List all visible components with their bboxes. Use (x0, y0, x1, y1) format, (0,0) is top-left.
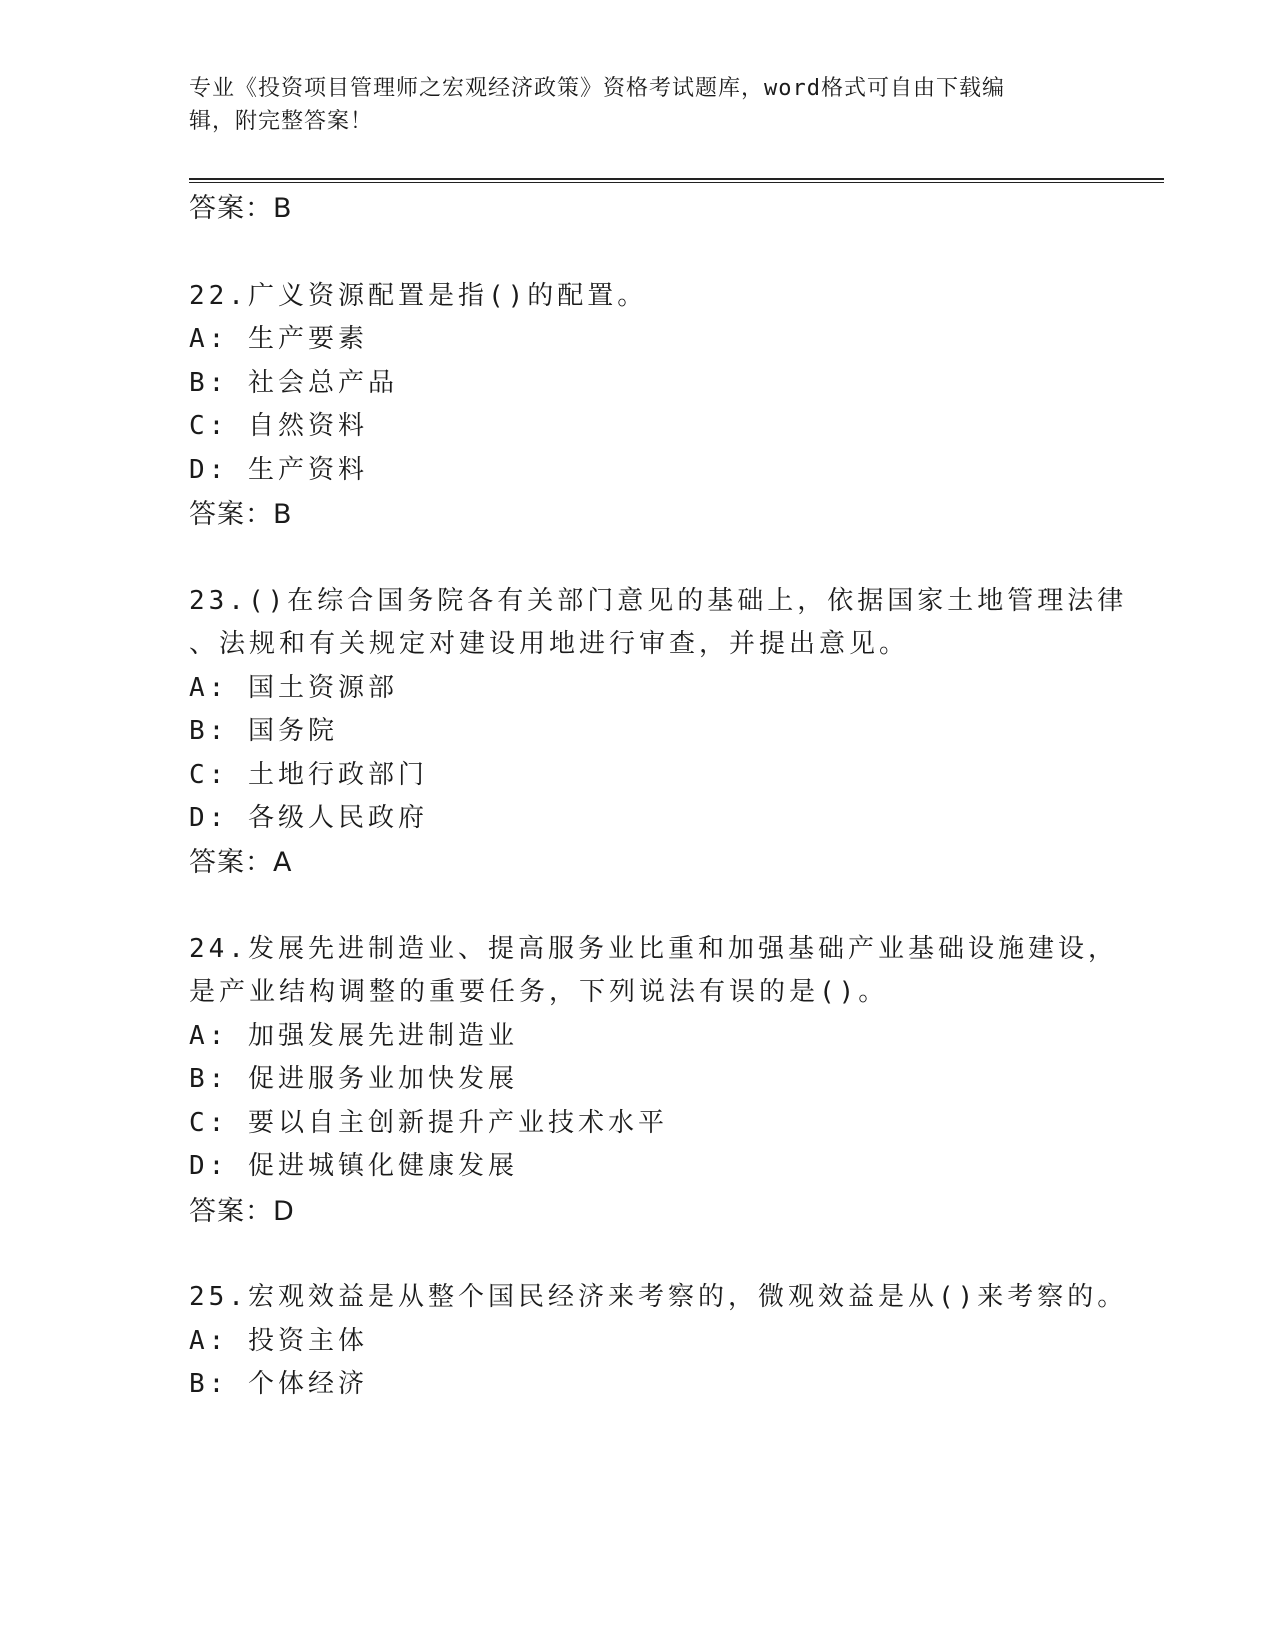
question-22-option-b: B: 社会总产品 (189, 368, 398, 398)
question-23-stem-line-2: 、法规和有关规定对建设用地进行审查，并提出意见。 (189, 629, 910, 659)
question-22-answer: 答案：B (189, 499, 293, 530)
question-23-stem-line-1: 23.()在综合国务院各有关部门意见的基础上，依据国家土地管理法律 (189, 586, 1128, 616)
question-25-option-a: A: 投资主体 (189, 1326, 368, 1356)
question-22-option-d: D: 生产资料 (189, 455, 368, 485)
question-22-stem: 22.广义资源配置是指()的配置。 (189, 281, 648, 311)
header-line-1: 专业《投资项目管理师之宏观经济政策》资格考试题库，word格式可自由下载编 (189, 76, 1005, 101)
question-23-option-a: A: 国土资源部 (189, 673, 398, 703)
question-24-option-a: A: 加强发展先进制造业 (189, 1021, 518, 1051)
question-23-option-b: B: 国务院 (189, 716, 338, 746)
question-25-stem: 25.宏观效益是从整个国民经济来考察的，微观效益是从()来考察的。 (189, 1282, 1128, 1312)
header-line-2: 辑，附完整答案！ (189, 109, 374, 134)
question-24-option-b: B: 促进服务业加快发展 (189, 1064, 518, 1094)
question-22-option-c: C: 自然资料 (189, 411, 368, 441)
question-22-option-a: A: 生产要素 (189, 324, 368, 354)
question-24-option-d: D: 促进城镇化健康发展 (189, 1151, 518, 1181)
question-24-option-c: C: 要以自主创新提升产业技术水平 (189, 1108, 668, 1138)
question-24-answer: 答案：D (189, 1196, 295, 1227)
question-23-option-c: C: 土地行政部门 (189, 760, 428, 790)
question-24-stem-line-1: 24.发展先进制造业、提高服务业比重和加强基础产业基础设施建设， (189, 934, 1118, 964)
question-23-answer: 答案：A (189, 847, 293, 878)
question-25-option-b: B: 个体经济 (189, 1369, 368, 1399)
header-divider (189, 178, 1164, 183)
question-24-stem-line-2: 是产业结构调整的重要任务，下列说法有误的是()。 (189, 977, 889, 1007)
question-23-option-d: D: 各级人民政府 (189, 803, 428, 833)
answer-line: 答案：B (189, 193, 293, 224)
document-header (189, 72, 1089, 138)
